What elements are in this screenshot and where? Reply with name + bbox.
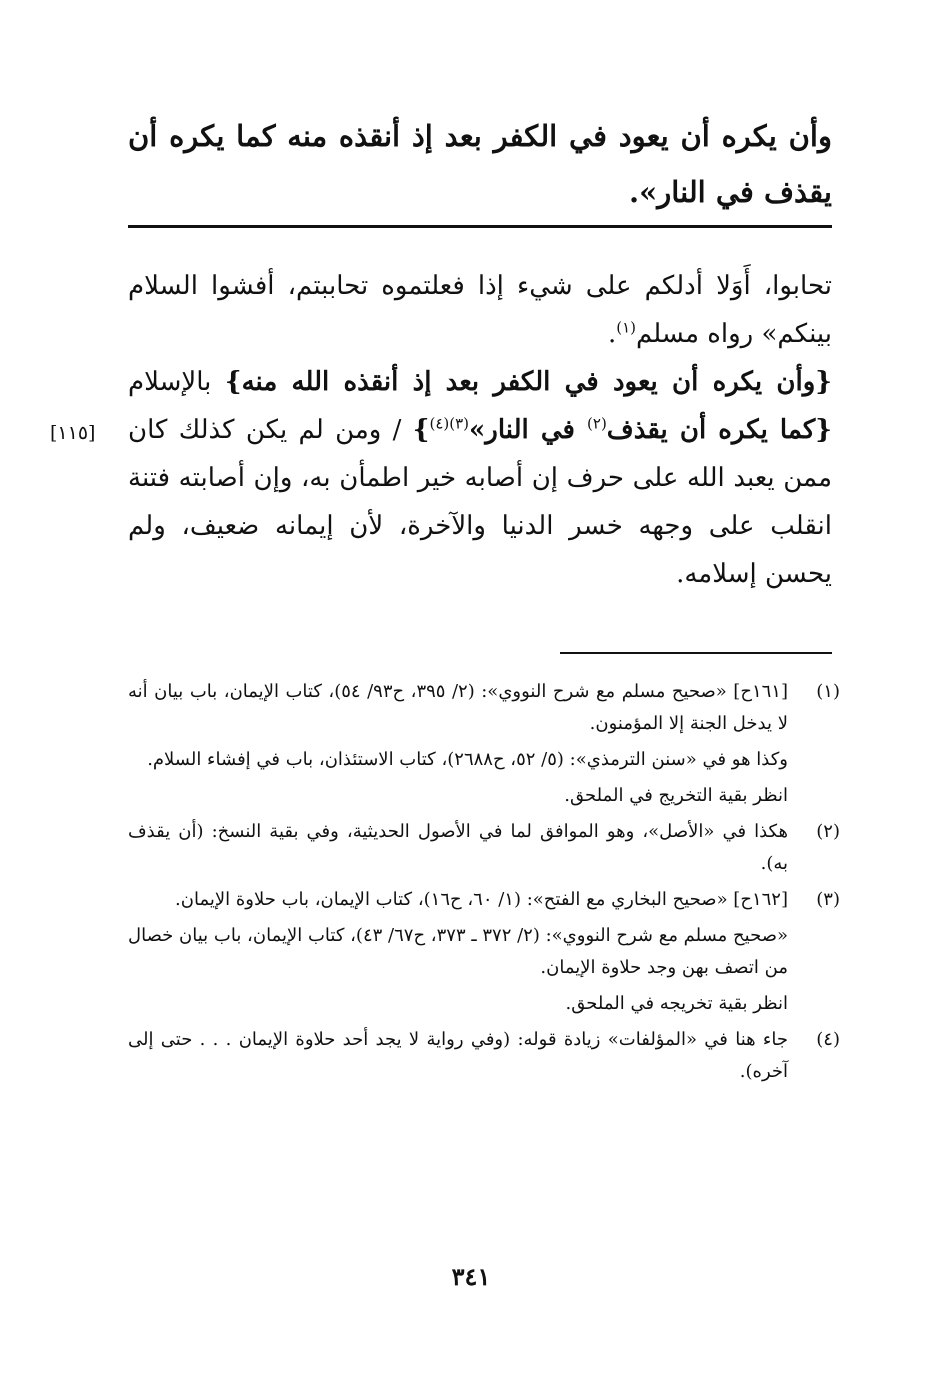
footnote-paragraph: انظر بقية التخريج في الملحق. — [564, 785, 788, 806]
footnote-ref-1[interactable]: (١) — [616, 318, 636, 337]
footnote-body — [128, 676, 788, 816]
footnote-number: (٤) — [816, 1029, 840, 1050]
footnote-body — [128, 884, 788, 1024]
footnote-paragraph: وكذا هو في «سنن الترمذي»: (٥/ ٥٢، ح٢٦٨٨)، كتاب الاستئذان، باب في إفشاء السلام. — [147, 749, 788, 770]
footnote-3 — [128, 884, 840, 1024]
commentary-p1-text: تحابوا، أَوَلا أدلكم على شيء إذا فعلتموه تحاببتم، أفشوا السلام بينكم» رواه مسلم — [128, 271, 832, 349]
footnote-paragraph: [١٦١ح] «صحيح مسلم مع شرح النووي»: (٢/ ٣٩٥، ح٩٣/ ٥٤)، كتاب الإيمان، باب بيان أنه لا يدخل الجنة إلا المؤمنون. — [128, 681, 789, 734]
footnotes — [128, 676, 840, 1092]
commentary-text — [128, 262, 832, 598]
commentary-text-2: / ومن لم يكن كذلك كان ممن يعبد الله على حرف إن أصابه خير اطمأن به، وإن أصابته فتنة انقلب على وجهه خسر الدنيا والآخرة، لأن إيمانه ضعيف، ولم يحسن إسلامه. — [128, 415, 832, 589]
footnote-number: (١) — [816, 681, 840, 702]
commentary-paragraph-2 — [128, 358, 832, 598]
footnote-paragraph: انظر بقية تخريجه في الملحق. — [565, 993, 788, 1014]
footnote-4 — [128, 1024, 840, 1092]
footnote-1 — [128, 676, 840, 816]
quoted-matn-2: {كما يكره أن يقذف — [606, 415, 832, 445]
footnote-paragraph: [١٦٢ح] «صحيح البخاري مع الفتح»: (١/ ٦٠، ح١٦)، كتاب الإيمان، باب حلاوة الإيمان. — [175, 889, 788, 910]
page-number: ٣٤١ — [451, 1262, 491, 1291]
section-divider — [128, 225, 832, 228]
commentary-paragraph-1 — [128, 262, 832, 358]
footnote-divider — [560, 652, 832, 654]
footnote-paragraph: جاء هنا في «المؤلفات» زيادة قوله: (وفي رواية لا يجد أحد حلاوة الإيمان . . . حتى إلى آخره). — [128, 1029, 788, 1082]
footnote-ref-2[interactable]: (٢) — [587, 414, 607, 433]
footnote-number: (٣) — [816, 889, 840, 910]
main-text-matn: وأن يكره أن يعود في الكفر بعد إذ أنقذه منه كما يكره أن يقذف في النار». — [128, 119, 832, 209]
footnote-2 — [128, 816, 840, 884]
commentary-p1-end: . — [607, 319, 617, 349]
footnote-paragraph: هكذا في «الأصل»، وهو الموافق لما في الأصول الحديثية، وفي بقية النسخ: (أن يقذف به). — [128, 821, 788, 874]
footnote-body — [128, 1024, 788, 1092]
manuscript-page-ref: [١١٥] — [50, 422, 96, 444]
quoted-matn-3: في النار» — [469, 415, 588, 445]
footnote-body — [128, 816, 788, 884]
quoted-matn-1: {وأن يكره أن يعود في الكفر بعد إذ أنقذه الله منه} — [224, 367, 832, 397]
footnote-paragraph: «صحيح مسلم مع شرح النووي»: (٢/ ٣٧٢ ـ ٣٧٣، ح٦٧/ ٤٣)، كتاب الإيمان، باب بيان خصال من اتصف بهن وجد حلاوة الإيمان. — [128, 925, 789, 978]
quoted-matn-4: } — [412, 415, 430, 445]
footnote-number: (٢) — [816, 821, 840, 842]
commentary-text-1: بالإسلام — [128, 367, 225, 397]
footnote-ref-3-4[interactable]: (٣)(٤) — [429, 414, 470, 433]
